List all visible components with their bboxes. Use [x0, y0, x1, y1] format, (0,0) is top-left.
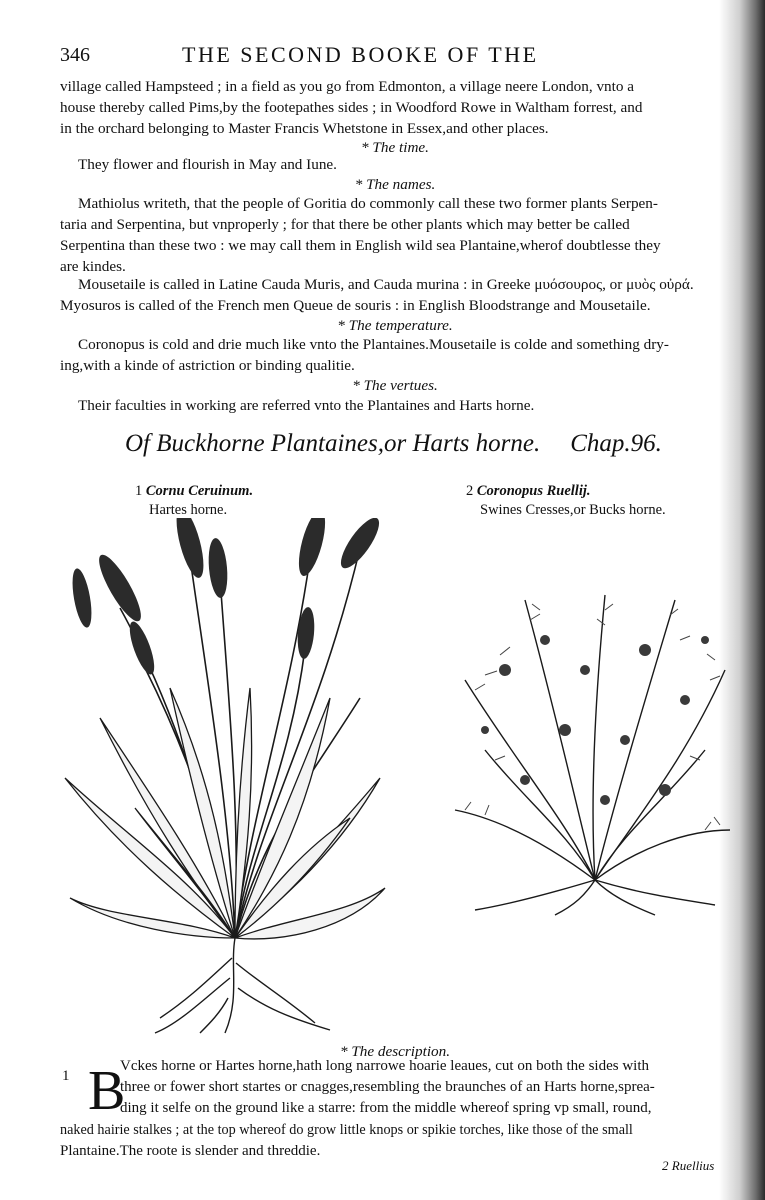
names-line: taria and Serpentina, but vnproperly ; for that there be other plants which may better be called	[60, 216, 630, 233]
figure-latin-name: Cornu Ceruinum.	[145, 483, 254, 499]
chapter-heading	[125, 430, 685, 458]
section-heading-temperature: * The temperature.	[337, 317, 453, 334]
names-line: Myosuros is called of the French men Queue de souris : in English Bloodstrange and Mousetaile.	[60, 297, 651, 314]
section-heading-description: * The description.	[339, 1043, 451, 1060]
vertues-text: Their faculties in working are referred vnto the Plantaines and Harts horne.	[78, 397, 535, 414]
temperature-line: ing,with a kinde of astriction or binding qualitie.	[60, 357, 355, 374]
names-line: Serpentina than these two : we may call them in English wild sea Plantaine,wherof doubtlesse they	[60, 237, 661, 254]
description-line: Plantaine.The roote is slender and threddie.	[60, 1143, 321, 1159]
section-heading-time: * The time.	[361, 139, 429, 156]
description-item-number: 1	[62, 1068, 70, 1084]
figure-index: 2	[466, 483, 474, 499]
section-heading-vertues: * The vertues.	[352, 377, 438, 394]
text-line: village called Hampsteed ; in a field as you go from Edmonton, a village neere London, vnto a	[60, 78, 635, 95]
page-number: 346	[60, 44, 90, 66]
swines-cresses-illustration	[445, 580, 735, 920]
section-heading-names: * The names.	[354, 176, 436, 193]
chapter-number: Chap.96.	[570, 430, 662, 457]
names-line: Mathiolus writeth, that the people of Goritia do commonly call these two former plants Serpen-	[78, 195, 658, 212]
figure-caption-2	[466, 482, 666, 520]
text-line: in the orchard belonging to Master Francis Whetstone in Essex,and other places.	[60, 120, 549, 137]
hartes-horne-illustration	[60, 518, 390, 1038]
figure-latin-name: Coronopus Ruellij.	[476, 483, 591, 499]
description-line: Vckes horne or Hartes horne,hath long narrowe hoarie leaues, cut on both the sides with	[120, 1058, 650, 1074]
description-line: naked hairie stalkes ; at the top whereof do grow little knops or spikie torches, like those of the small	[60, 1122, 633, 1138]
figure-english-name: Swines Cresses,or Bucks horne.	[480, 502, 666, 518]
figure-caption-1	[135, 482, 253, 520]
page-header	[60, 42, 700, 70]
names-line: Mousetaile is called in Latine Cauda Muris, and Cauda murina : in Greeke μυόσουρος, or μυὸς οὐρά.	[78, 276, 694, 293]
chapter-title: Of Buckhorne Plantaines,or Harts horne.	[125, 430, 541, 457]
time-text: They flower and flourish in May and Iune.	[78, 156, 337, 173]
catchword: 2 Ruellius	[662, 1158, 715, 1173]
text-line: house thereby called Pims,by the footepathes sides ; in Woodford Rowe in Waltham forrest, and	[60, 99, 643, 116]
temperature-line: Coronopus is cold and drie much like vnto the Plantaines.Mousetaile is colde and something dry-	[78, 336, 669, 353]
running-title: THE SECOND BOOKE OF THE	[182, 42, 539, 67]
figure-index: 1	[135, 483, 143, 499]
description-line: ding it selfe on the ground like a starre: from the middle whereof spring vp small, round,	[120, 1100, 652, 1116]
description-line: three or fower short startes or cnagges,resembling the braunches of an Harts horne,sprea-	[120, 1079, 655, 1095]
drop-cap: B	[88, 1060, 126, 1122]
names-line: are kindes.	[60, 258, 126, 275]
figure-english-name: Hartes horne.	[149, 502, 228, 518]
